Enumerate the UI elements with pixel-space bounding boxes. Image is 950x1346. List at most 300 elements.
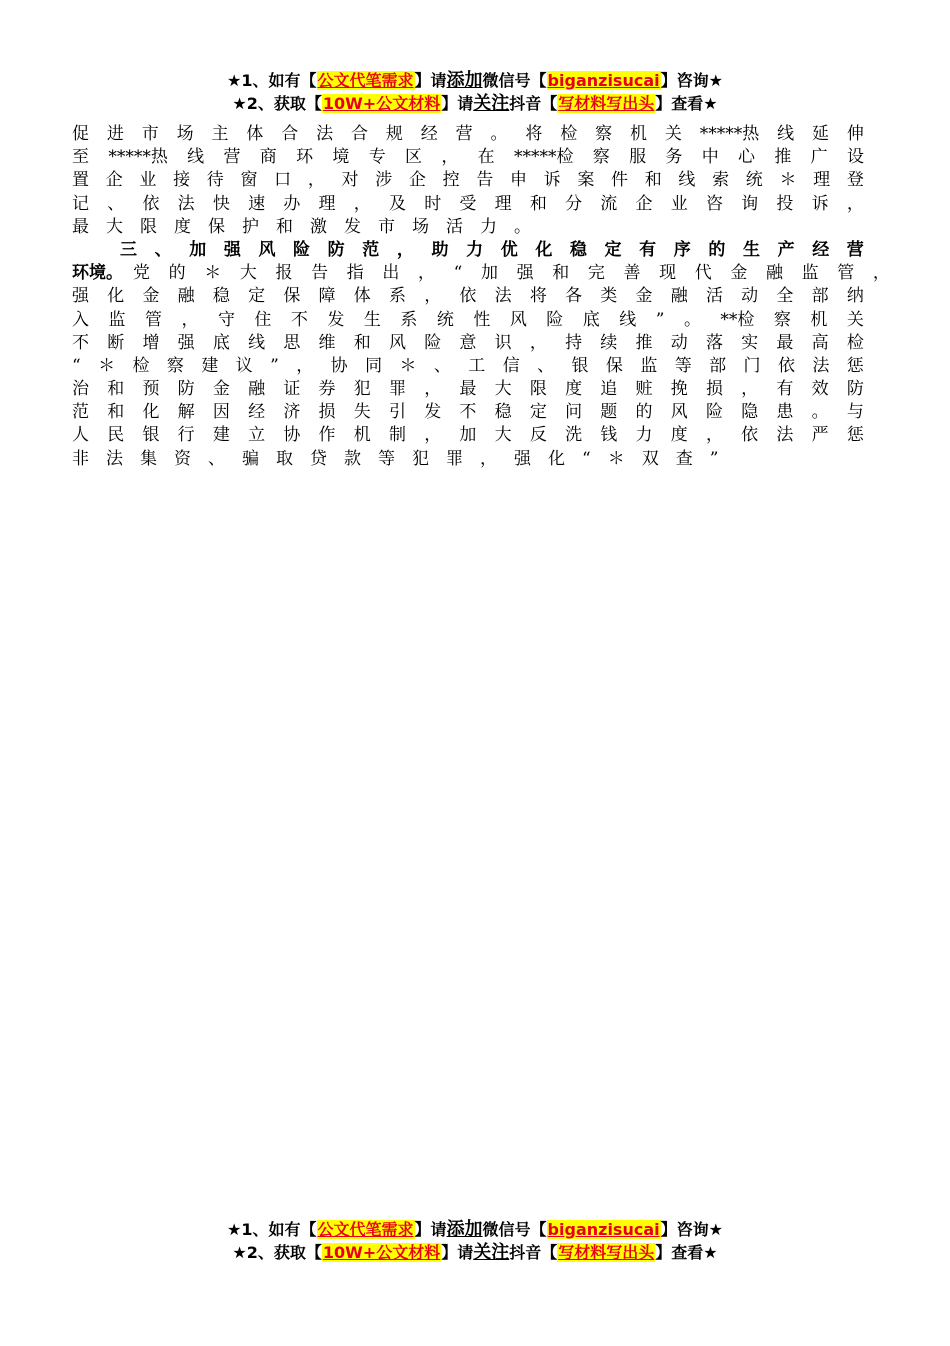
text-glyph: ， [741, 379, 759, 400]
text-glyph: ， [846, 193, 864, 214]
text-glyph: 问 [565, 402, 583, 423]
text-glyph: 识 [494, 332, 512, 353]
text-glyph: 善 [623, 263, 641, 284]
footer-banner [0, 1218, 950, 1264]
text-glyph: 增 [142, 332, 160, 353]
text-glyph: 强 [177, 332, 195, 353]
after-heading-group [133, 262, 890, 285]
text-glyph: 的 [708, 239, 726, 260]
banner-line-1 [0, 69, 950, 92]
text-glyph: 代 [694, 263, 712, 284]
text-glyph: 大 [106, 216, 123, 237]
banner-text: ★1、如有【 [227, 1220, 317, 1239]
text-glyph: 市 [141, 124, 159, 144]
text-glyph: 大 [239, 263, 257, 284]
text-glyph: 纳 [846, 286, 864, 307]
text-glyph: ＊ [399, 355, 417, 376]
banner-text: ★2、获取【 [232, 1243, 322, 1262]
text-glyph: ， [307, 170, 325, 191]
wechat-id-highlight: biganzisucai [547, 71, 660, 90]
text-glyph: 融 [670, 286, 688, 307]
text-glyph: 依 [777, 355, 795, 376]
text-glyph: ” [270, 355, 279, 376]
text-glyph: 理 [318, 193, 336, 214]
text-glyph: 化 [535, 239, 553, 260]
banner-text: 抖音【 [509, 1243, 558, 1262]
text-glyph: 题 [600, 402, 618, 423]
text-glyph: 强 [514, 448, 531, 469]
text-glyph: 现 [659, 263, 677, 284]
text-glyph: 力 [466, 239, 484, 260]
text-glyph: 索 [712, 170, 730, 191]
text-glyph: ＊ [204, 263, 222, 284]
text-glyph: 失 [353, 402, 371, 423]
text-glyph: 件 [611, 170, 628, 191]
text-glyph: 损 [705, 379, 723, 400]
text-glyph: 察 [166, 355, 184, 376]
text-glyph: ， [480, 448, 497, 469]
text-glyph: 产 [777, 239, 795, 260]
text-glyph: 和 [276, 216, 293, 237]
text-glyph: 线 [187, 147, 205, 168]
text-glyph: 民 [107, 425, 125, 446]
text-glyph: 证 [283, 379, 301, 400]
text-glyph: 损 [318, 402, 336, 423]
text-glyph: 度 [174, 216, 191, 237]
text-glyph: 工 [468, 355, 486, 376]
text-glyph: 人 [72, 425, 89, 446]
text-glyph: 效 [811, 379, 829, 400]
text-glyph: 将 [525, 124, 543, 144]
text-glyph: 助 [431, 239, 449, 260]
text-glyph: 推 [774, 147, 792, 168]
paragraph-line [72, 401, 864, 424]
text-glyph: 完 [587, 263, 605, 284]
text-glyph: 不 [72, 332, 89, 353]
text-glyph: 全 [776, 286, 794, 307]
text-glyph: 风 [670, 402, 688, 423]
text-glyph: 企 [635, 193, 653, 214]
text-glyph: 范 [362, 239, 380, 260]
text-glyph: 流 [600, 193, 618, 214]
text-glyph: 严 [811, 425, 829, 446]
text-glyph: “ [72, 355, 81, 376]
text-glyph: 强 [72, 286, 89, 307]
text-glyph: ， [181, 309, 199, 330]
text-glyph: 对 [341, 170, 359, 191]
text-glyph: 犯 [412, 448, 429, 469]
text-glyph: 作 [318, 425, 336, 446]
text-glyph: ， [529, 332, 547, 353]
text-glyph: 贷 [310, 448, 327, 469]
banner-highlight: 10W+公文材料 [322, 94, 441, 113]
text-glyph: 金 [635, 286, 653, 307]
text-glyph: 出 [382, 263, 400, 284]
text-glyph: 激 [310, 216, 327, 237]
banner-text: 抖音【 [509, 94, 558, 113]
text-glyph: 最 [459, 379, 477, 400]
text-glyph: ， [418, 263, 435, 284]
banner-line-2 [0, 92, 950, 115]
text-glyph: 反 [529, 425, 547, 446]
text-glyph: 防 [177, 379, 195, 400]
text-glyph: 主 [211, 124, 229, 144]
banner-text: 】请 [441, 1243, 474, 1262]
text-glyph: 场 [412, 216, 429, 237]
text-glyph: 、 [433, 355, 451, 376]
section-heading [72, 239, 864, 262]
text-glyph: 立 [248, 425, 266, 446]
paragraph-line [72, 193, 864, 216]
text-glyph: 延 [812, 124, 829, 144]
text-glyph: ， [296, 355, 314, 376]
text-glyph: 金 [730, 263, 748, 284]
text-glyph: 断 [107, 332, 125, 353]
text-glyph: 依 [459, 286, 477, 307]
banner-text: 微信号【 [482, 71, 547, 90]
text-glyph: 解 [177, 402, 195, 423]
text-glyph: 大 [494, 379, 512, 400]
text-glyph: 非 [72, 448, 89, 469]
text-glyph: 落 [705, 332, 723, 353]
text-glyph: 投 [776, 193, 794, 214]
text-glyph: 检 [560, 124, 578, 144]
text-glyph: 高 [811, 332, 829, 353]
text-glyph: 赃 [635, 379, 653, 400]
text-glyph: 和 [353, 332, 371, 353]
text-glyph: 建 [201, 355, 219, 376]
text-glyph: 。 [811, 402, 829, 423]
text-glyph: 广 [810, 147, 828, 168]
text-glyph: 化 [142, 402, 160, 423]
text-glyph: 法 [812, 355, 830, 376]
text-glyph: 境 [332, 147, 350, 168]
text-glyph: 定 [529, 402, 547, 423]
text-glyph: 治 [72, 379, 89, 400]
text-glyph: 。 [514, 216, 531, 237]
text-glyph: 合 [281, 124, 299, 144]
document-body [72, 123, 890, 471]
text-glyph: 银 [571, 355, 589, 376]
text-glyph: 险 [705, 402, 723, 423]
text-glyph: 场 [176, 124, 194, 144]
text-glyph: 保 [605, 355, 623, 376]
text-glyph: 业 [670, 193, 688, 214]
banner-line-2 [0, 1241, 950, 1264]
text-glyph: 动 [741, 286, 759, 307]
text-glyph: 等 [378, 448, 395, 469]
text-glyph: 关 [846, 309, 864, 330]
text-glyph: 环 [296, 147, 314, 168]
text-glyph: 协 [283, 425, 301, 446]
text-glyph: 、 [107, 193, 125, 214]
text-glyph: ， [353, 193, 371, 214]
text-glyph: 控 [442, 170, 460, 191]
text-glyph: 门 [743, 355, 761, 376]
paragraph-line [72, 169, 864, 192]
banner-emphasis: 添加 [446, 1219, 483, 1240]
text-glyph: 款 [344, 448, 361, 469]
text-glyph: 防 [846, 379, 864, 400]
text-glyph: 的 [635, 402, 653, 423]
text-glyph: 依 [142, 193, 160, 214]
text-glyph: ， [441, 147, 459, 168]
text-glyph: “ [582, 448, 591, 469]
text-glyph: 优 [500, 239, 518, 260]
text-glyph: ， [424, 379, 442, 400]
section-heading-continuation [72, 262, 890, 285]
text-glyph: 钱 [600, 425, 618, 446]
text-glyph: 引 [388, 402, 406, 423]
text-glyph: 营 [455, 124, 473, 144]
banner-text: 】请 [414, 71, 447, 90]
text-glyph: 不 [459, 402, 477, 423]
douyin-id-highlight: 写材料写出头 [558, 94, 655, 113]
text-glyph: 罪 [446, 448, 463, 469]
text-glyph: 促 [72, 124, 89, 144]
text-glyph: 取 [276, 448, 293, 469]
text-glyph: ” [655, 309, 665, 330]
text-glyph: 体 [353, 286, 371, 307]
text-glyph: 各 [565, 286, 583, 307]
text-glyph: 线 [248, 332, 266, 353]
text-glyph: 察 [773, 309, 791, 330]
text-glyph: 最 [776, 332, 794, 353]
banner-line-1 [0, 1218, 950, 1241]
banner-text: 】请 [441, 94, 474, 113]
text-glyph: 和 [644, 170, 662, 191]
text-glyph: 快 [212, 193, 230, 214]
text-glyph: 力 [480, 216, 497, 237]
text-glyph: 时 [424, 193, 442, 214]
text-glyph: 申 [509, 170, 527, 191]
text-glyph: 罪 [388, 379, 406, 400]
text-glyph: 守 [217, 309, 235, 330]
text-glyph: 营 [846, 239, 864, 260]
text-glyph: 金 [212, 379, 230, 400]
text-glyph: 强 [516, 263, 534, 284]
banner-highlight: 公文代笔需求 [317, 71, 414, 90]
text-glyph: 理 [813, 170, 831, 191]
text-glyph: 住 [254, 309, 272, 330]
text-glyph: 底 [212, 332, 230, 353]
banner-text: 】查看★ [655, 94, 718, 113]
text-glyph: 法 [177, 193, 195, 214]
text-glyph: 、 [154, 239, 172, 260]
text-glyph: 统 [745, 170, 763, 191]
text-glyph: 办 [283, 193, 301, 214]
text-glyph: 洗 [565, 425, 583, 446]
text-glyph: 检 [846, 332, 864, 353]
text-glyph: 发 [424, 402, 442, 423]
text-glyph: ， [424, 425, 442, 446]
text-glyph: 分 [565, 193, 583, 214]
text-glyph: 合 [351, 124, 368, 144]
text-glyph: 险 [546, 309, 564, 330]
text-glyph: 银 [142, 425, 160, 446]
text-glyph: “ [453, 263, 463, 284]
text-glyph: 察 [595, 124, 613, 144]
text-glyph: 部 [811, 286, 829, 307]
banner-emphasis: 添加 [446, 70, 483, 91]
text-glyph: 心 [738, 147, 755, 168]
text-glyph: ” [709, 448, 719, 469]
text-glyph: 三 [120, 239, 137, 260]
text-glyph: 机 [630, 124, 647, 144]
text-glyph: 护 [242, 216, 259, 237]
text-glyph: 涉 [375, 170, 393, 191]
text-glyph: 查 [675, 448, 693, 469]
text-glyph: 生 [363, 309, 381, 330]
banner-text: ★2、获取【 [232, 94, 322, 113]
text-glyph: ， [424, 286, 442, 307]
text-glyph: 大 [494, 425, 512, 446]
text-glyph: 系 [400, 309, 418, 330]
text-glyph: 区 [405, 147, 422, 168]
text-glyph: 接 [173, 170, 191, 191]
wechat-id-highlight: biganzisucai [547, 1220, 660, 1239]
text-glyph: 活 [446, 216, 463, 237]
text-glyph: 力 [635, 425, 653, 446]
text-glyph: 协 [330, 355, 348, 376]
text-glyph: 券 [318, 379, 336, 400]
text-glyph: ＊ [779, 170, 797, 191]
banner-highlight: 公文代笔需求 [317, 1220, 414, 1239]
text-glyph: 市 [378, 216, 395, 237]
text-glyph: 融 [177, 286, 195, 307]
text-glyph: **检 [720, 309, 755, 330]
text-glyph: 险 [424, 332, 442, 353]
banner-emphasis: 关注 [473, 1242, 510, 1263]
text-glyph: 商 [259, 147, 277, 168]
text-glyph: 议 [235, 355, 253, 376]
text-glyph: 入 [72, 309, 89, 330]
text-glyph: 底 [582, 309, 600, 330]
text-glyph: 信 [502, 355, 520, 376]
text-glyph: 限 [140, 216, 157, 237]
text-glyph: 依 [741, 425, 759, 446]
text-glyph: 等 [674, 355, 692, 376]
text-glyph: 经 [248, 402, 266, 423]
text-glyph: 党 [133, 263, 150, 284]
text-glyph: 强 [223, 239, 241, 260]
banner-text: 】咨询★ [660, 71, 723, 90]
text-glyph: 及 [388, 193, 406, 214]
text-glyph: 稳 [569, 239, 587, 260]
paragraph-line [72, 123, 864, 146]
text-glyph: 线 [619, 309, 637, 330]
paragraph-line [72, 309, 864, 332]
text-glyph: 经 [812, 239, 830, 260]
text-glyph: 风 [509, 309, 527, 330]
text-glyph: 监 [801, 263, 819, 284]
text-glyph: 理 [494, 193, 512, 214]
banner-text: 微信号【 [482, 1220, 547, 1239]
banner-text: 】查看★ [655, 1243, 718, 1262]
text-glyph: 不 [290, 309, 308, 330]
text-glyph: 待 [206, 170, 224, 191]
text-glyph: 续 [600, 332, 618, 353]
text-glyph: 和 [107, 379, 125, 400]
text-glyph: 持 [565, 332, 583, 353]
text-glyph: 案 [577, 170, 595, 191]
text-glyph: 双 [641, 448, 659, 469]
text-glyph: 察 [592, 147, 610, 168]
text-glyph: 犯 [353, 379, 371, 400]
text-glyph: 检 [132, 355, 150, 376]
text-glyph: 类 [600, 286, 618, 307]
text-glyph: 机 [810, 309, 828, 330]
text-glyph: 制 [388, 425, 406, 446]
text-glyph: 定 [248, 286, 266, 307]
text-glyph: 专 [368, 147, 386, 168]
text-glyph: 险 [293, 239, 311, 260]
text-glyph: 保 [283, 286, 301, 307]
text-glyph: 因 [212, 402, 230, 423]
text-glyph: 行 [177, 425, 195, 446]
text-glyph: 实 [741, 332, 759, 353]
text-glyph: 性 [473, 309, 491, 330]
text-glyph: 经 [420, 124, 438, 144]
text-glyph: 障 [318, 286, 336, 307]
text-glyph: 追 [600, 379, 618, 400]
text-glyph: 受 [459, 193, 477, 214]
text-glyph: 统 [436, 309, 454, 330]
text-glyph: 挽 [670, 379, 688, 400]
text-glyph: 管 [144, 309, 162, 330]
text-glyph: 企 [105, 170, 123, 191]
text-glyph: 口 [274, 170, 292, 191]
text-glyph: ， [396, 239, 414, 260]
text-glyph: 营 [223, 147, 241, 168]
text-glyph: 进 [106, 124, 124, 144]
text-glyph: *****热 [108, 147, 168, 168]
text-glyph: 部 [709, 355, 727, 376]
text-glyph: 资 [174, 448, 191, 469]
text-glyph: 务 [665, 147, 683, 168]
banner-highlight: 10W+公文材料 [322, 1243, 441, 1262]
text-glyph: 法 [106, 448, 123, 469]
text-glyph: *****检 [513, 147, 574, 168]
text-glyph: 金 [142, 286, 160, 307]
text-glyph: 业 [139, 170, 157, 191]
text-glyph: 维 [318, 332, 336, 353]
text-glyph: 动 [670, 332, 688, 353]
text-glyph: 同 [365, 355, 383, 376]
text-glyph: ， [872, 263, 890, 284]
text-glyph: 法 [316, 124, 334, 144]
text-glyph: 体 [246, 124, 264, 144]
text-glyph: 与 [846, 402, 864, 423]
paragraph-line [72, 424, 864, 447]
text-glyph: 融 [248, 379, 266, 400]
paragraph-line [72, 448, 864, 471]
text-glyph: 规 [385, 124, 403, 144]
text-glyph: 有 [776, 379, 794, 400]
paragraph-line [72, 355, 864, 378]
text-glyph: 范 [72, 402, 89, 423]
text-glyph: 管 [837, 263, 855, 284]
text-glyph: 防 [327, 239, 345, 260]
text-glyph: 窗 [240, 170, 258, 191]
banner-text: 】请 [414, 1220, 447, 1239]
text-glyph: 和 [107, 402, 125, 423]
text-glyph: 最 [72, 216, 89, 237]
text-glyph: 加 [480, 263, 498, 284]
text-glyph: 发 [327, 309, 345, 330]
text-glyph: 咨 [705, 193, 723, 214]
text-glyph: 诉 [543, 170, 561, 191]
